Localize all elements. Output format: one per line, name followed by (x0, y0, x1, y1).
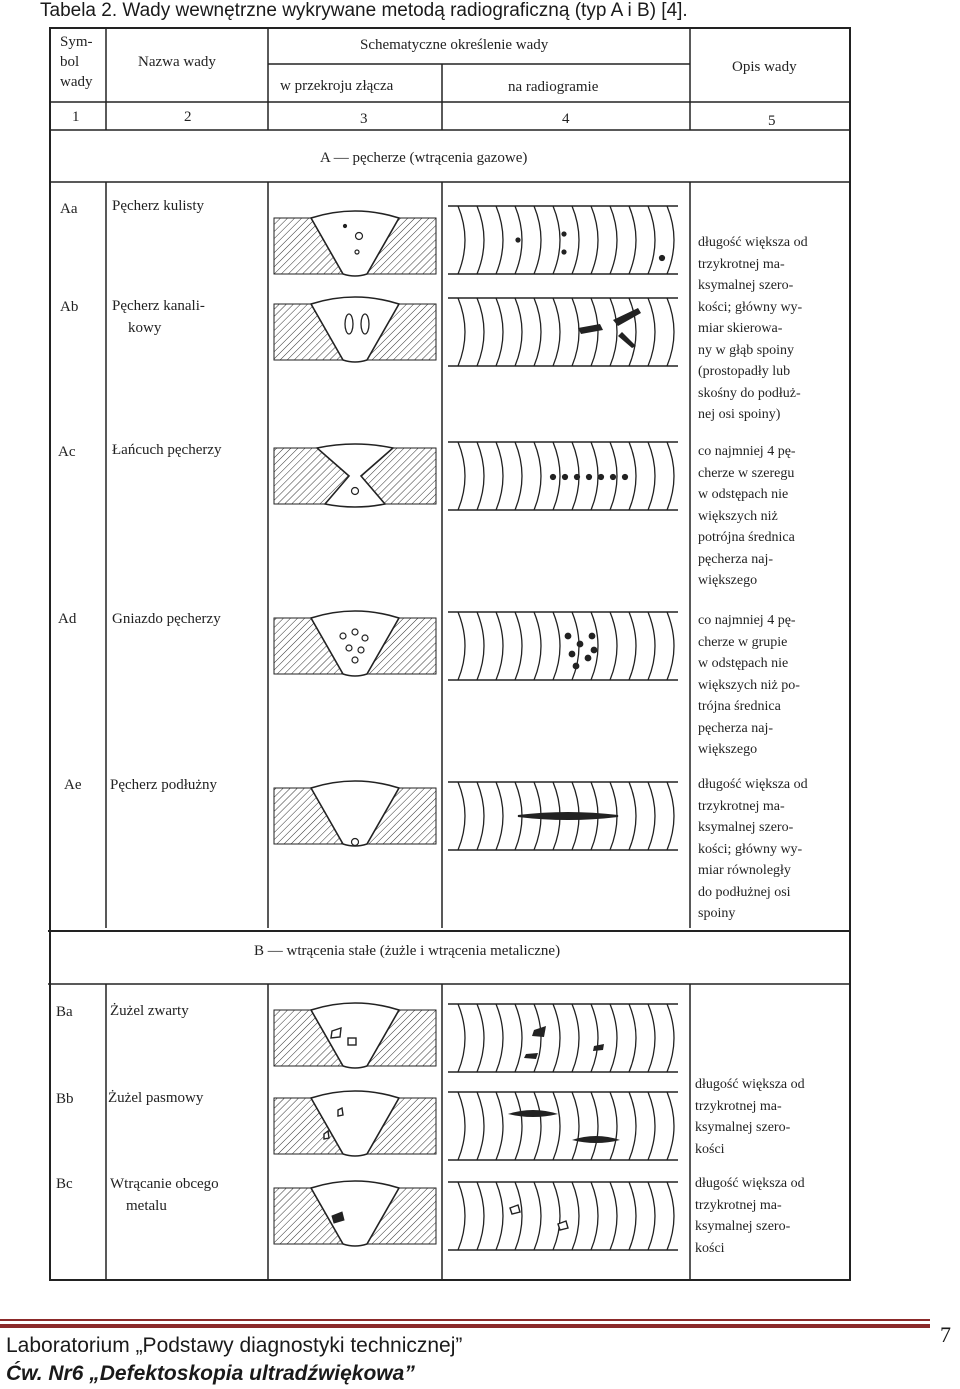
radiogram-defect (569, 651, 575, 657)
radiogram-arc (591, 1182, 598, 1250)
radiogram-arc (534, 612, 541, 680)
description-line: miar równoległy (698, 863, 791, 878)
radiogram-arc (667, 206, 674, 274)
radiogram-arc (629, 782, 636, 850)
radiogram-arc (648, 612, 655, 680)
radiogram-defect (532, 1026, 546, 1037)
radiogram-arc (496, 782, 503, 850)
footer-rule-thick (0, 1324, 930, 1328)
description-line: co najmniej 4 pę- (698, 444, 796, 459)
radiogram-arc (534, 298, 541, 366)
description-line: większego (698, 742, 758, 757)
row-name: Łańcuch pęcherzy (112, 442, 222, 458)
description-bb (695, 1074, 835, 1160)
row-symbol: Ba (56, 1004, 73, 1020)
radiogram-arc (610, 206, 617, 274)
radiogram-arc (667, 298, 674, 366)
radiogram-defect (585, 655, 591, 661)
radiogram-arc (648, 782, 655, 850)
radiogram-defect (510, 1205, 520, 1214)
description-line: spoiny (698, 906, 736, 921)
row-symbol: Ac (58, 444, 76, 460)
row-name: Żużel zwarty (110, 1003, 189, 1019)
description-line: większego (698, 573, 758, 588)
radiogram-arc (610, 1092, 617, 1160)
radiogram-arc (496, 1092, 503, 1160)
row-symbol: Aa (60, 201, 78, 217)
header-symbol-line3: wady (60, 74, 93, 90)
description-line: trzykrotnej ma- (695, 1098, 782, 1114)
radiogram-defect (575, 475, 580, 480)
radiogram-arc (553, 206, 560, 274)
description-ac (698, 441, 838, 592)
radiogram-defect (599, 475, 604, 480)
description-line: długość większa od (698, 235, 808, 250)
radiogram-arc (477, 1092, 484, 1160)
header-symbol-line2: bol (60, 54, 80, 70)
radiogram-defect (565, 633, 571, 639)
radiogram-arc (515, 1092, 522, 1160)
footer-lab-title: Laboratorium „Podstawy diagnostyki technicznej” (6, 1334, 463, 1357)
radiogram-arc (496, 1004, 503, 1072)
description-line: kości (695, 1141, 725, 1157)
col-number-3: 3 (360, 111, 368, 127)
radiogram-arc (458, 1004, 465, 1072)
description-bc (695, 1173, 835, 1259)
header-cross-section: w przekroju złącza (280, 78, 394, 94)
description-line: w odstępach nie (698, 656, 789, 671)
radiogram-defect (563, 475, 568, 480)
radiogram-arc (515, 1004, 522, 1072)
radiogram-defect (572, 1136, 620, 1143)
description-line: cherze w grupie (698, 634, 788, 650)
header-description: Opis wady (732, 59, 797, 75)
radiogram-arc (610, 298, 617, 366)
footer-rule (0, 1319, 930, 1321)
radiogram-arc (458, 1182, 465, 1250)
radiogram-arc (667, 782, 674, 850)
radiogram-arc (458, 442, 465, 510)
slag-mark (338, 1108, 343, 1116)
radiogram-arc (648, 298, 655, 366)
row-symbol: Bc (56, 1176, 73, 1192)
description-line: trzykrotnej ma- (698, 256, 785, 272)
radiogram-arc (667, 1092, 674, 1160)
row-name: Gniazdo pęcherzy (112, 611, 221, 627)
radiogram-arc (458, 782, 465, 850)
radiogram-arc (515, 1182, 522, 1250)
radiogram-arc (534, 1092, 541, 1160)
pore-mark (358, 647, 364, 653)
description-line: pęcherza naj- (698, 720, 773, 736)
radiogram-arc (496, 612, 503, 680)
pore-mark (346, 645, 352, 651)
row-name: Żużel pasmowy (108, 1090, 204, 1106)
radiogram-defect (611, 475, 616, 480)
row-symbol: Bb (56, 1091, 74, 1107)
description-line: większych niż po- (698, 677, 800, 693)
radiogram-arc (477, 206, 484, 274)
description-line: ksymalnej szero- (695, 1219, 791, 1234)
pore-mark (356, 233, 363, 240)
footer-exercise-title: Ćw. Nr6 „Defektoskopia ultradźwiękowa” (6, 1362, 415, 1385)
radiogram-arc (610, 1182, 617, 1250)
radiogram-arc (534, 442, 541, 510)
radiogram-defect (562, 232, 566, 236)
radiogram-arc (553, 1004, 560, 1072)
description-line: trzykrotnej ma- (698, 798, 785, 814)
description-ae (698, 774, 838, 925)
radiogram-arc (477, 298, 484, 366)
description-line: ksymalnej szero- (698, 278, 794, 293)
radiogram-arc (629, 1182, 636, 1250)
pore-mark (352, 629, 358, 635)
radiogram-defect (578, 324, 603, 334)
row-name: Pęcherz podłużny (110, 777, 218, 793)
radiogram-arc (534, 206, 541, 274)
description-line: (prostopadły lub (698, 364, 791, 379)
radiogram-arc (667, 442, 674, 510)
radiogram-arc (629, 612, 636, 680)
radiogram-defect (623, 475, 628, 480)
pore-mark (340, 633, 346, 639)
radiogram-arc (629, 1092, 636, 1160)
pore-mark (345, 314, 353, 334)
radiogram-arc (648, 206, 655, 274)
radiogram-arc (458, 206, 465, 274)
description-line: nej osi spoiny) (698, 407, 781, 422)
pore-mark (361, 314, 369, 334)
radiogram-arc (648, 442, 655, 510)
description-line: skośny do podłuż- (698, 385, 801, 401)
radiogram-arc (591, 612, 598, 680)
radiogram-defect (591, 647, 597, 653)
radiogram-arc (648, 1092, 655, 1160)
col-number-5: 5 (768, 113, 776, 129)
table-caption: Tabela 2. Wady wewnętrzne wykrywane metodą radiograficzną (typ A i B) [4]. (40, 0, 688, 21)
radiogram-arc (458, 1092, 465, 1160)
radiogram-defect (587, 475, 592, 480)
radiogram-arc (477, 612, 484, 680)
radiogram-arc (496, 206, 503, 274)
radiogram-arc (667, 1182, 674, 1250)
radiogram-defect (577, 641, 583, 647)
radiogram-arc (458, 298, 465, 366)
radiogram-arc (591, 442, 598, 510)
radiogram-arc (648, 1004, 655, 1072)
description-line: co najmniej 4 pę- (698, 613, 796, 628)
radiogram-defect (516, 238, 520, 242)
radiogram-arc (610, 1004, 617, 1072)
radiogram-arc (458, 612, 465, 680)
radiogram-arc (553, 1182, 560, 1250)
col-number-2: 2 (184, 109, 192, 125)
pore-mark (352, 839, 359, 846)
radiogram-arc (534, 1182, 541, 1250)
radiogram-defect (562, 250, 566, 254)
radiogram-arc (572, 206, 579, 274)
row-name-cont: metalu (126, 1198, 167, 1214)
radiogram-arc (477, 782, 484, 850)
row-name: Wtrącanie obcego (110, 1176, 219, 1192)
radiogram-arc (610, 612, 617, 680)
header-name: Nazwa wady (138, 54, 216, 70)
description-line: miar skierowa- (698, 321, 783, 336)
description-line: w odstępach nie (698, 487, 789, 502)
section-a-title: A — pęcherze (wtrącenia gazowe) (320, 150, 528, 166)
radiogram-arc (591, 1004, 598, 1072)
row-symbol: Ae (64, 777, 82, 793)
description-line: do podłużnej osi (698, 884, 791, 900)
radiogram-arc (572, 1182, 579, 1250)
radiogram-arc (572, 1092, 579, 1160)
radiogram-arc (591, 1092, 598, 1160)
radiogram-defect (551, 475, 556, 480)
description-line: kości (695, 1240, 725, 1256)
radiogram-arc (534, 1004, 541, 1072)
radiogram-arc (477, 1004, 484, 1072)
radiogram-arc (553, 1092, 560, 1160)
description-line: kości; główny wy- (698, 299, 803, 315)
radiogram-arc (648, 1182, 655, 1250)
radiogram-arc (572, 1004, 579, 1072)
radiogram-defect (508, 1110, 558, 1117)
header-schematic: Schematyczne określenie wady (360, 37, 549, 53)
description-line: ny w głąb spoiny (698, 342, 795, 358)
radiogram-defect (593, 1044, 604, 1051)
pore-mark (352, 488, 359, 495)
page-number: 7 (940, 1322, 951, 1347)
col-number-1: 1 (72, 109, 80, 125)
radiogram-arc (496, 298, 503, 366)
radiogram-arc (591, 206, 598, 274)
header-radiogram: na radiogramie (508, 79, 599, 95)
radiogram-defect (618, 332, 636, 348)
radiogram-defect (518, 813, 618, 819)
radiogram-arc (496, 442, 503, 510)
radiogram-defect (660, 256, 665, 261)
radiogram-defect (589, 633, 595, 639)
description-line: trójna średnica (698, 699, 781, 714)
radiogram-arc (572, 298, 579, 366)
row-name-cont: kowy (128, 320, 162, 336)
section-b-title: B — wtrącenia stałe (żużle i wtrącenia metaliczne) (254, 943, 561, 959)
radiogram-arc (629, 298, 636, 366)
radiogram-arc (496, 1182, 503, 1250)
description-line: kości; główny wy- (698, 841, 803, 857)
row-name: Pęcherz kanali- (112, 298, 205, 314)
radiogram-defect (524, 1053, 538, 1059)
description-line: potrójna średnica (698, 530, 795, 545)
radiogram-arc (629, 1004, 636, 1072)
radiogram-arc (477, 442, 484, 510)
description-line: długość większa od (698, 777, 808, 792)
radiogram-arc (629, 206, 636, 274)
description-line: ksymalnej szero- (698, 820, 794, 835)
header-symbol (60, 32, 93, 92)
radiogram-arc (591, 298, 598, 366)
description-line: długość większa od (695, 1077, 805, 1092)
defects-table (48, 26, 852, 1281)
description-ad (698, 610, 838, 761)
row-name: Pęcherz kulisty (112, 198, 205, 214)
radiogram-arc (667, 1004, 674, 1072)
radiogram-defect (613, 308, 641, 326)
slag-mark (348, 1038, 356, 1045)
radiogram-arc (553, 612, 560, 680)
description-line: ksymalnej szero- (695, 1120, 791, 1135)
radiogram-arc (515, 298, 522, 366)
radiogram-arc (553, 298, 560, 366)
description-line: cherze w szeregu (698, 465, 795, 481)
radiogram-arc (629, 442, 636, 510)
description-aa-ab (698, 232, 838, 426)
pore-mark (355, 250, 359, 254)
radiogram-defect (573, 663, 579, 669)
radiogram-arc (515, 442, 522, 510)
pore-mark (344, 225, 347, 228)
description-line: długość większa od (695, 1176, 805, 1191)
pore-mark (352, 657, 358, 663)
radiogram-arc (477, 1182, 484, 1250)
pore-mark (362, 635, 368, 641)
description-line: pęcherza naj- (698, 551, 773, 567)
description-line: większych niż (698, 508, 778, 524)
header-symbol-line1: Sym- (60, 34, 93, 50)
col-number-4: 4 (562, 111, 570, 127)
radiogram-arc (667, 612, 674, 680)
radiogram-arc (515, 612, 522, 680)
description-line: trzykrotnej ma- (695, 1197, 782, 1213)
row-symbol: Ab (60, 299, 79, 315)
row-symbol: Ad (58, 611, 77, 627)
